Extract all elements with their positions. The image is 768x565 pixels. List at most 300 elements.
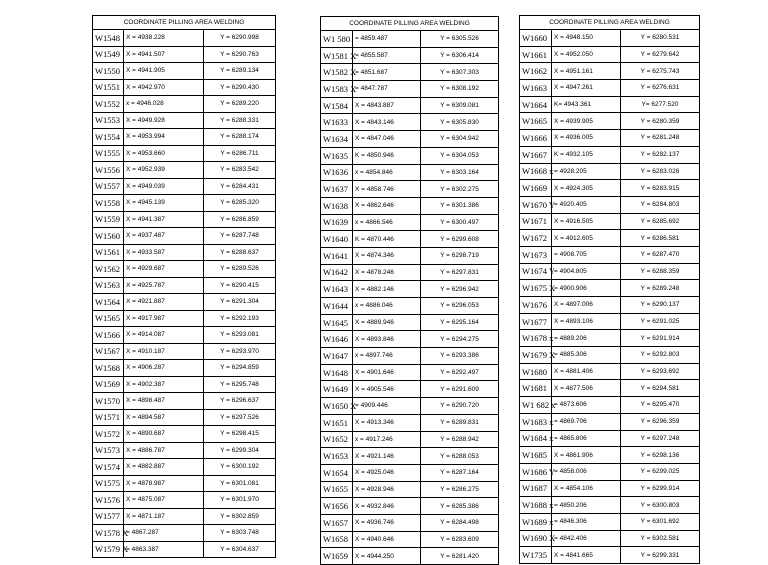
- y-coordinate-cell: Y = 6279.642: [621, 46, 700, 63]
- x-coordinate-cell: X = 4949.039: [124, 178, 204, 195]
- y-coordinate-cell: Y = 6302.859: [204, 508, 276, 525]
- x-coordinate-cell: X = 4948.150: [552, 30, 621, 47]
- point-id-cell: W1688 x: [520, 497, 552, 514]
- x-coordinate-cell: X = 4953.660: [124, 145, 204, 162]
- point-id-cell: W1659: [321, 548, 353, 565]
- table-row: [93, 409, 276, 426]
- x-coordinate-cell: X = 4921.146: [353, 448, 421, 465]
- y-coordinate-cell: Y = 6302.275: [421, 181, 499, 198]
- point-id-cell: W1683 x: [520, 413, 552, 430]
- x-coordinate-cell: X = 4843.146: [353, 114, 421, 131]
- y-coordinate-cell: Y = 6292.803: [621, 347, 700, 364]
- x-coordinate-cell: X = 4841.665: [552, 547, 621, 564]
- point-id-cell: W1674 Y: [520, 263, 552, 280]
- x-coordinate-cell: X = 4871.187: [124, 508, 204, 525]
- point-id-cell: W1550: [93, 63, 124, 80]
- y-coordinate-cell: Y = 6287.164: [421, 464, 499, 481]
- x-coordinate-cell: X = 4898.487: [124, 393, 204, 410]
- y-coordinate-cell: Y = 6299.304: [204, 442, 276, 459]
- table-row: [321, 381, 499, 398]
- point-id-cell: W1559: [93, 211, 124, 228]
- y-coordinate-cell: Y = 6291.914: [621, 330, 700, 347]
- y-coordinate-cell: Y = 6300.497: [421, 214, 499, 231]
- y-coordinate-cell: Y = 6300.192: [204, 459, 276, 476]
- point-id-cell: W1 682 x: [520, 397, 552, 414]
- table-row: [321, 231, 499, 248]
- x-coordinate-cell: X = 4912.605: [552, 230, 621, 247]
- x-coordinate-cell: X = 4925.046: [353, 464, 421, 481]
- table-row: [321, 81, 499, 98]
- y-coordinate-cell: Y = 6296.942: [421, 281, 499, 298]
- point-id-cell: W1660: [520, 30, 552, 47]
- point-id-cell: W1637: [321, 181, 353, 198]
- table-row: [520, 430, 700, 447]
- point-id-cell: W1554: [93, 129, 124, 146]
- table-row: [93, 63, 276, 80]
- y-coordinate-cell: Y = 6285.386: [421, 498, 499, 515]
- table-row: [520, 213, 700, 230]
- x-coordinate-cell: x = 4886.046: [353, 298, 421, 315]
- x-coordinate-cell: X = 4882.146: [353, 281, 421, 298]
- x-coordinate-cell: = 4867.287: [124, 525, 204, 542]
- point-id-cell: W1564: [93, 294, 124, 311]
- point-id-cell: W1563: [93, 277, 124, 294]
- y-coordinate-cell: Y = 6296.359: [621, 413, 700, 430]
- x-coordinate-cell: X = 4902.387: [124, 376, 204, 393]
- coordinate-table-2: [320, 16, 499, 565]
- table-row: [93, 228, 276, 245]
- table-row: [520, 80, 700, 97]
- point-id-cell: W1633: [321, 114, 353, 131]
- x-coordinate-cell: X = 4910.187: [124, 343, 204, 360]
- y-coordinate-cell: Y = 6301.692: [621, 513, 700, 530]
- point-id-cell: W1665: [520, 113, 552, 130]
- point-id-cell: W1560: [93, 228, 124, 245]
- table-row: [520, 547, 700, 564]
- table-row: [321, 247, 499, 264]
- table-row: [520, 463, 700, 480]
- x-coordinate-cell: X = 4882.887: [124, 459, 204, 476]
- point-id-cell: W1582 X: [321, 64, 353, 81]
- table-row: [321, 131, 499, 148]
- y-coordinate-cell: Y = 6286.859: [204, 211, 276, 228]
- y-coordinate-cell: Y = 6299.914: [621, 480, 700, 497]
- point-id-cell: W1562: [93, 261, 124, 278]
- table-row: [321, 314, 499, 331]
- table-row: [93, 178, 276, 195]
- x-coordinate-cell: = 4847.787: [353, 81, 421, 98]
- x-coordinate-cell: X = 4939.905: [552, 113, 621, 130]
- table-row: [321, 197, 499, 214]
- point-id-cell: W1685: [520, 447, 552, 464]
- table-row: [93, 426, 276, 443]
- x-coordinate-cell: X = 4914.087: [124, 327, 204, 344]
- x-coordinate-cell: = 4846.306: [552, 513, 621, 530]
- x-coordinate-cell: x = 4917.246: [353, 431, 421, 448]
- y-coordinate-cell: Y = 6290.720: [421, 398, 499, 415]
- y-coordinate-cell: Y = 6288.942: [421, 431, 499, 448]
- point-id-cell: W1663: [520, 80, 552, 97]
- x-coordinate-cell: X = 4940.646: [353, 531, 421, 548]
- y-coordinate-cell: Y = 6294.581: [621, 380, 700, 397]
- y-coordinate-cell: Y = 6303.748: [204, 525, 276, 542]
- point-id-cell: W1661: [520, 46, 552, 63]
- x-coordinate-cell: X = 4951.161: [552, 63, 621, 80]
- table-row: [520, 497, 700, 514]
- point-id-cell: W1644: [321, 298, 353, 315]
- x-coordinate-cell: X = 4924.305: [552, 180, 621, 197]
- point-id-cell: W1686 Y: [520, 463, 552, 480]
- y-coordinate-cell: Y = 6297.248: [621, 430, 700, 447]
- y-coordinate-cell: Y = 6309.081: [421, 97, 499, 114]
- table-row: [93, 112, 276, 129]
- x-coordinate-cell: X = 4933.587: [124, 244, 204, 261]
- x-coordinate-cell: X = 4937.487: [124, 228, 204, 245]
- y-coordinate-cell: Y = 6288.174: [204, 129, 276, 146]
- x-coordinate-cell: X = 4921.887: [124, 294, 204, 311]
- table-row: [321, 214, 499, 231]
- x-coordinate-cell: X = 4928.946: [353, 481, 421, 498]
- point-id-cell: W1655: [321, 481, 353, 498]
- x-coordinate-cell: X = 4878.246: [353, 264, 421, 281]
- y-coordinate-cell: Y = 6294.859: [204, 360, 276, 377]
- y-coordinate-cell: Y = 6287.470: [621, 246, 700, 263]
- table-row: [321, 281, 499, 298]
- point-id-cell: W1566: [93, 327, 124, 344]
- point-id-cell: W1574: [93, 459, 124, 476]
- point-id-cell: W1664: [520, 96, 552, 113]
- x-coordinate-cell: = 4865.806: [552, 430, 621, 447]
- table-row: [321, 464, 499, 481]
- point-id-cell: W1651: [321, 414, 353, 431]
- x-coordinate-cell: X = 4905.546: [353, 381, 421, 398]
- y-coordinate-cell: Y = 6280.531: [621, 30, 700, 47]
- table-row: [321, 114, 499, 131]
- x-coordinate-cell: X = 4936.005: [552, 130, 621, 147]
- x-coordinate-cell: X = 4916.505: [552, 213, 621, 230]
- table-row: [321, 181, 499, 198]
- point-id-cell: W1569: [93, 376, 124, 393]
- y-coordinate-cell: Y = 6276.631: [621, 80, 700, 97]
- table-row: [93, 79, 276, 96]
- point-id-cell: W1555: [93, 145, 124, 162]
- table-row: [520, 397, 700, 414]
- table-row: [520, 230, 700, 247]
- point-id-cell: W1670 Y: [520, 196, 552, 213]
- point-id-cell: W1549: [93, 46, 124, 63]
- point-id-cell: W1647: [321, 348, 353, 365]
- y-coordinate-cell: Y = 6290.415: [204, 277, 276, 294]
- y-coordinate-cell: Y = 6280.359: [621, 113, 700, 130]
- x-coordinate-cell: X = 4862.646: [353, 197, 421, 214]
- y-coordinate-cell: Y = 6293.386: [421, 348, 499, 365]
- x-coordinate-cell: X = 4944.250: [353, 548, 421, 565]
- y-coordinate-cell: Y = 6307.303: [421, 64, 499, 81]
- x-coordinate-cell: K = 4870.446: [353, 231, 421, 248]
- point-id-cell: W1667: [520, 146, 552, 163]
- table-row: [520, 513, 700, 530]
- table-row: [93, 96, 276, 113]
- point-id-cell: W1689 x: [520, 513, 552, 530]
- table-row: [520, 447, 700, 464]
- point-id-cell: W1666: [520, 130, 552, 147]
- point-id-cell: W1676: [520, 297, 552, 314]
- y-coordinate-cell: Y = 6283.542: [204, 162, 276, 179]
- x-coordinate-cell: X = 4917.987: [124, 310, 204, 327]
- x-coordinate-cell: X = 4952.050: [552, 46, 621, 63]
- x-coordinate-cell: X = 4945.139: [124, 195, 204, 212]
- point-id-cell: W1672: [520, 230, 552, 247]
- x-coordinate-cell: = 4842.406: [552, 530, 621, 547]
- point-id-cell: W1635: [321, 147, 353, 164]
- x-coordinate-cell: X = 4949.928: [124, 112, 204, 129]
- x-coordinate-cell: X = 4936.746: [353, 514, 421, 531]
- point-id-cell: W1573: [93, 442, 124, 459]
- y-coordinate-cell: Y = 6288.637: [204, 244, 276, 261]
- point-id-cell: W1548: [93, 30, 124, 47]
- point-id-cell: W1680: [520, 363, 552, 380]
- x-coordinate-cell: X = 4942.970: [124, 79, 204, 96]
- coordinate-table-3: [519, 15, 700, 564]
- table-row: [520, 146, 700, 163]
- point-id-cell: W1572: [93, 426, 124, 443]
- point-id-cell: W1584: [321, 97, 353, 114]
- x-coordinate-cell: = 4885.306: [552, 347, 621, 364]
- table-row: [321, 331, 499, 348]
- table-row: [93, 145, 276, 162]
- table-row: [520, 130, 700, 147]
- point-id-cell: W1551: [93, 79, 124, 96]
- y-coordinate-cell: Y = 6275.743: [621, 63, 700, 80]
- x-coordinate-cell: X = 4901.646: [353, 364, 421, 381]
- x-coordinate-cell: X = 4886.787: [124, 442, 204, 459]
- y-coordinate-cell: Y = 6304.942: [421, 131, 499, 148]
- point-id-cell: W1675 X: [520, 280, 552, 297]
- point-id-cell: W1642: [321, 264, 353, 281]
- y-coordinate-cell: Y = 6299.608: [421, 231, 499, 248]
- table-row: [93, 30, 276, 47]
- table-row: [321, 548, 499, 565]
- point-id-cell: W1643: [321, 281, 353, 298]
- y-coordinate-cell: Y = 6288.331: [204, 112, 276, 129]
- table-row: [520, 413, 700, 430]
- point-id-cell: W1638: [321, 197, 353, 214]
- point-id-cell: W1571: [93, 409, 124, 426]
- y-coordinate-cell: Y = 6293.081: [204, 327, 276, 344]
- y-coordinate-cell: Y = 6299.025: [621, 463, 700, 480]
- table-row: [321, 531, 499, 548]
- point-id-cell: W1662: [520, 63, 552, 80]
- point-id-cell: W1690 X: [520, 530, 552, 547]
- table-row: [321, 414, 499, 431]
- x-coordinate-cell: X = 4941.905: [124, 63, 204, 80]
- point-id-cell: W1671: [520, 213, 552, 230]
- point-id-cell: W1557: [93, 178, 124, 195]
- table-row: [321, 147, 499, 164]
- y-coordinate-cell: Y = 6290.998: [204, 30, 276, 47]
- y-coordinate-cell: Y = 6283.915: [621, 180, 700, 197]
- y-coordinate-cell: Y = 6286.275: [421, 481, 499, 498]
- point-id-cell: W1657: [321, 514, 353, 531]
- point-id-cell: W1654: [321, 464, 353, 481]
- x-coordinate-cell: = 4900.906: [552, 280, 621, 297]
- point-id-cell: W1577: [93, 508, 124, 525]
- table-title: COORDINATE PILLING AREA WELDING: [321, 17, 499, 31]
- table-row: [520, 30, 700, 47]
- table-row: [93, 343, 276, 360]
- x-coordinate-cell: X = 4947.261: [552, 80, 621, 97]
- y-coordinate-cell: Y = 6293.970: [204, 343, 276, 360]
- y-coordinate-cell: Y = 6291.609: [421, 381, 499, 398]
- point-id-cell: W1581 X: [321, 47, 353, 64]
- y-coordinate-cell: Y = 6290.137: [621, 297, 700, 314]
- table-row: [321, 164, 499, 181]
- table-row: [520, 196, 700, 213]
- table-row: [520, 480, 700, 497]
- x-coordinate-cell: X = 4941.507: [124, 46, 204, 63]
- x-coordinate-cell: X = 4858.746: [353, 181, 421, 198]
- table-row: [93, 211, 276, 228]
- x-coordinate-cell: = 4908.705: [552, 246, 621, 263]
- table-row: [93, 492, 276, 509]
- y-coordinate-cell: Y = 6289.526: [204, 261, 276, 278]
- table-row: [321, 498, 499, 515]
- y-coordinate-cell: Y = 6304.637: [204, 541, 276, 558]
- table-row: [93, 525, 276, 542]
- point-id-cell: W1648: [321, 364, 353, 381]
- point-id-cell: W1653: [321, 448, 353, 465]
- y-coordinate-cell: Y = 6289.220: [204, 96, 276, 113]
- x-coordinate-cell: X = 4941.387: [124, 211, 204, 228]
- x-coordinate-cell: X = 4932.846: [353, 498, 421, 515]
- y-coordinate-cell: Y = 6301.081: [204, 475, 276, 492]
- y-coordinate-cell: Y = 6291.025: [621, 313, 700, 330]
- y-coordinate-cell: Y = 6288.053: [421, 448, 499, 465]
- x-coordinate-cell: X = 4925.787: [124, 277, 204, 294]
- y-coordinate-cell: Y = 6286.711: [204, 145, 276, 162]
- y-coordinate-cell: Y = 6301.386: [421, 197, 499, 214]
- table-row: [520, 297, 700, 314]
- point-id-cell: W1687: [520, 480, 552, 497]
- table-row: [321, 348, 499, 365]
- x-coordinate-cell: = 4909.446: [353, 398, 421, 415]
- table-row: [93, 46, 276, 63]
- point-id-cell: W1652: [321, 431, 353, 448]
- table-row: [321, 481, 499, 498]
- y-coordinate-cell: Y = 6284.803: [621, 196, 700, 213]
- x-coordinate-cell: K= 4943.361: [552, 96, 621, 113]
- table-row: [520, 363, 700, 380]
- point-id-cell: W1650 X: [321, 398, 353, 415]
- y-coordinate-cell: Y = 6301.970: [204, 492, 276, 509]
- y-coordinate-cell: Y = 6284.498: [421, 514, 499, 531]
- point-id-cell: W1677: [520, 313, 552, 330]
- y-coordinate-cell: Y = 6289.134: [204, 63, 276, 80]
- y-coordinate-cell: Y = 6286.581: [621, 230, 700, 247]
- x-coordinate-cell: X = 4843.887: [353, 97, 421, 114]
- table-row: [93, 162, 276, 179]
- y-coordinate-cell: Y = 6291.304: [204, 294, 276, 311]
- x-coordinate-cell: X = 4893.106: [552, 313, 621, 330]
- y-coordinate-cell: Y = 6308.192: [421, 81, 499, 98]
- x-coordinate-cell: X = 4861.906: [552, 447, 621, 464]
- y-coordinate-cell: Y = 6297.831: [421, 264, 499, 281]
- y-coordinate-cell: Y = 6292.497: [421, 364, 499, 381]
- x-coordinate-cell: = 4859.487: [353, 31, 421, 48]
- y-coordinate-cell: Y = 6305.526: [421, 31, 499, 48]
- point-id-cell: W1552: [93, 96, 124, 113]
- table-row: [520, 313, 700, 330]
- point-id-cell: W1565: [93, 310, 124, 327]
- table-row: [93, 475, 276, 492]
- x-coordinate-cell: X = 4893.846: [353, 331, 421, 348]
- y-coordinate-cell: Y = 6302.581: [621, 530, 700, 547]
- point-id-cell: W1684 x: [520, 430, 552, 447]
- point-id-cell: W1673: [520, 246, 552, 263]
- x-coordinate-cell: X = 4877.506: [552, 380, 621, 397]
- table-row: [520, 347, 700, 364]
- table-row: [520, 330, 700, 347]
- x-coordinate-cell: X = 4847.046: [353, 131, 421, 148]
- x-coordinate-cell: = 4920.405: [552, 196, 621, 213]
- point-id-cell: W1570: [93, 393, 124, 410]
- x-coordinate-cell: K = 4850.946: [353, 147, 421, 164]
- x-coordinate-cell: X = 4929.687: [124, 261, 204, 278]
- x-coordinate-cell: X = 4953.994: [124, 129, 204, 146]
- y-coordinate-cell: Y = 6283.026: [621, 163, 700, 180]
- point-id-cell: W1649: [321, 381, 353, 398]
- table-row: [520, 380, 700, 397]
- table-row: [520, 263, 700, 280]
- x-coordinate-cell: = 4889.206: [552, 330, 621, 347]
- point-id-cell: W1556: [93, 162, 124, 179]
- y-coordinate-cell: Y = 6289.248: [621, 280, 700, 297]
- x-coordinate-cell: = 4850.206: [552, 497, 621, 514]
- table-row: [93, 195, 276, 212]
- point-id-cell: W1579 X: [93, 541, 124, 558]
- y-coordinate-cell: Y = 6296.637: [204, 393, 276, 410]
- y-coordinate-cell: Y = 6287.748: [204, 228, 276, 245]
- table-row: [321, 298, 499, 315]
- table-row: [520, 113, 700, 130]
- y-coordinate-cell: Y = 6297.526: [204, 409, 276, 426]
- point-id-cell: W1646: [321, 331, 353, 348]
- table-row: [93, 129, 276, 146]
- table-row: [520, 246, 700, 263]
- table-row: [321, 364, 499, 381]
- table-row: [321, 448, 499, 465]
- y-coordinate-cell: Y = 6288.359: [621, 263, 700, 280]
- point-id-cell: W1583 X: [321, 81, 353, 98]
- point-id-cell: W1553: [93, 112, 124, 129]
- table-row: [321, 431, 499, 448]
- y-coordinate-cell: Y = 6295.748: [204, 376, 276, 393]
- point-id-cell: W1735: [520, 547, 552, 564]
- point-id-cell: W1678 x: [520, 330, 552, 347]
- x-coordinate-cell: X = 4890.687: [124, 426, 204, 443]
- y-coordinate-cell: Y = 6281.248: [621, 130, 700, 147]
- table-row: [520, 180, 700, 197]
- point-id-cell: W1634: [321, 131, 353, 148]
- x-coordinate-cell: X = 4906.287: [124, 360, 204, 377]
- y-coordinate-cell: Y = 6281.420: [421, 548, 499, 565]
- table-row: [520, 63, 700, 80]
- y-coordinate-cell: Y = 6306.414: [421, 47, 499, 64]
- y-coordinate-cell: Y = 6296.053: [421, 298, 499, 315]
- table-row: [321, 514, 499, 531]
- x-coordinate-cell: = 4873.606: [552, 397, 621, 414]
- table-row: [93, 261, 276, 278]
